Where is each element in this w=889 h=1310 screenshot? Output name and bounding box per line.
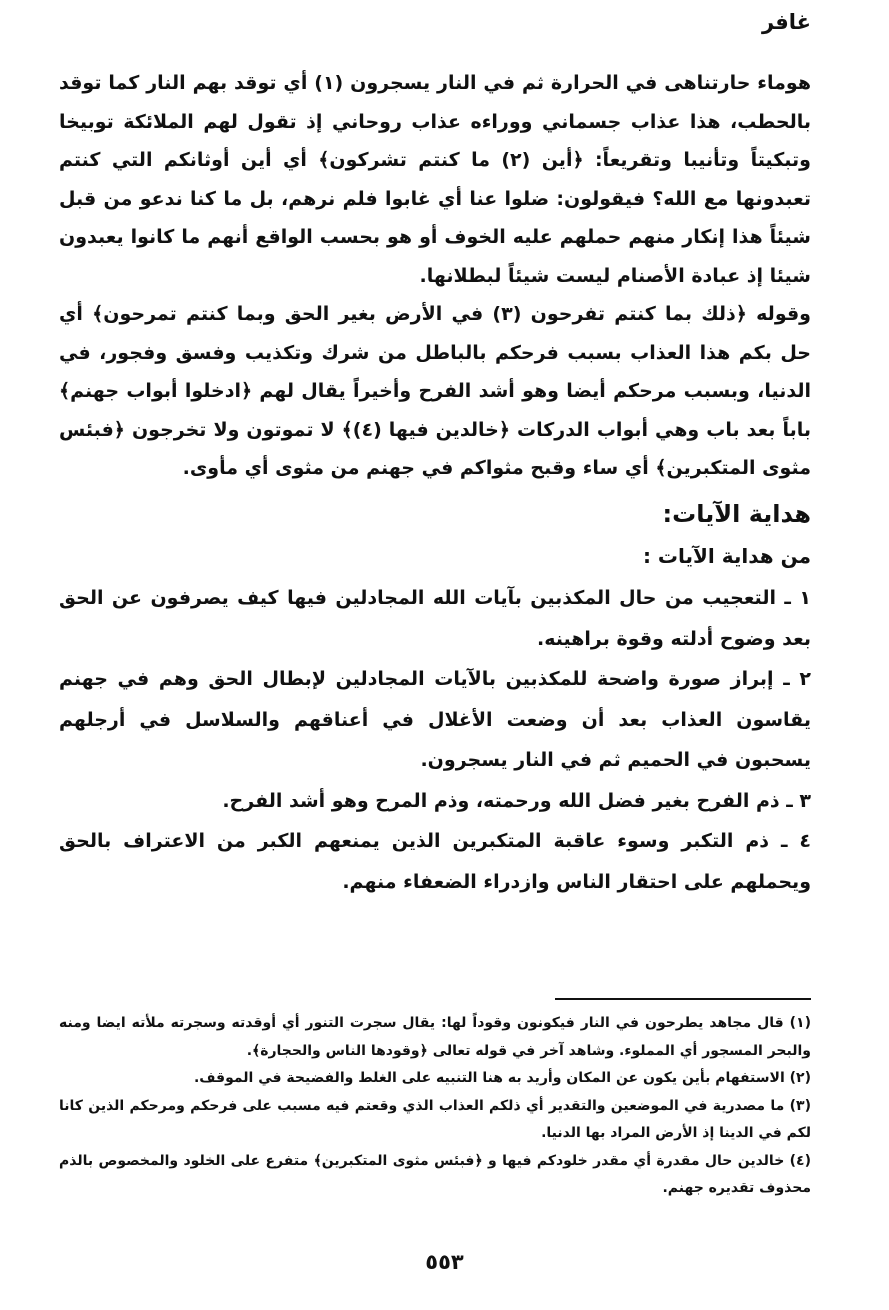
guidance-subheading: من هداية الآيات :	[642, 544, 811, 568]
commentary-text	[59, 64, 811, 488]
commentary-paragraph-1: هوماء حارتناهى في الحرارة ثم في النار يسجرون (١) أي توقد بهم النار كما توقد بالحطب، هذا عذاب جسماني ووراءه عذاب روحاني إذ تقول لهم الملائكة توبيخا وتبكيتاً وتأنيبا وتقريعاً: ﴿أين (٢) ما كنتم تشركون﴾ أي أين أوثانكم التي كنتم تعبدونها مع الله؟ فيقولون: ضلوا عنا أي غابوا فلم نرهم، بل ما كنا ندعو من قبل شيئاً هذا إنكار منهم حملهم عليه الخوف أو هو بحسب الواقع أنهم ما كانوا يعبدون شيئا إذ عبادة الأصنام ليست شيئاً لبطلانها.	[59, 72, 812, 287]
footnote-2: (٢) الاستفهام بأين يكون عن المكان وأريد به هنا التنبيه على الغلط والفضيحة في الموقف.	[193, 1070, 811, 1086]
guidance-item-1: ١ ـ التعجيب من حال المكذبين بآيات الله المجادلين فيها كيف يصرفون عن الحق بعد وضوح أدلته وقوة براهينه.	[59, 587, 811, 650]
page-number: ٥٥٣	[425, 1250, 464, 1274]
guidance-list	[59, 578, 811, 902]
guidance-heading: هداية الآيات:	[662, 500, 811, 528]
footnote-1: (١) قال مجاهد يطرحون في النار فيكونون وقوداً لها: يقال سجرت التنور أي أوقدته وسجرته ملأته ايضا ومنه والبحر المسجور أي المملوء. وشاهد آخر في قوله تعالى ﴿وقودها الناس والحجارة﴾.	[59, 1015, 811, 1059]
commentary-paragraph-2: وقوله ﴿ذلك بما كنتم تفرحون (٣) في الأرض بغير الحق وبما كنتم تمرحون﴾ أي حل بكم هذا العذاب بسبب فرحكم بالباطل من شرك وتكذيب وفسق وفجور، في الدنيا، وبسبب مرحكم أيضا وهو أشد الفرح وأخيراً يقال لهم ﴿ادخلوا أبواب جهنم﴾ باباً بعد باب وهي أبواب الدركات ﴿خالدين فيها (٤)﴾ لا تموتون ولا تخرجون ﴿فبئس مثوى المتكبرين﴾ أي ساء وقبح مثواكم في جهنم من مثوى أي مأوى.	[59, 303, 811, 479]
footnotes	[59, 1010, 811, 1203]
guidance-item-4: ٤ ـ ذم التكبر وسوء عاقبة المتكبرين الذين يمنعهم الكبر من الاعتراف بالحق ويحملهم على احتقار الناس وازدراء الضعفاء منهم.	[59, 830, 811, 893]
guidance-item-3: ٣ ـ ذم الفرح بغير فضل الله ورحمته، وذم المرح وهو أشد الفرح.	[222, 789, 811, 812]
footnote-separator	[555, 998, 811, 1000]
footnote-4: (٤) خالدين حال مقدرة أي مقدر خلودكم فيها و ﴿فبئس مثوى المتكبرين﴾ متفرع على الخلود والمخصوص بالذم محذوف تقديره جهنم.	[59, 1152, 811, 1196]
running-header: غافر	[761, 10, 811, 34]
guidance-item-2: ٢ ـ إبراز صورة واضحة للمكذبين بالآيات المجادلين لإبطال الحق وهم في جهنم يقاسون العذاب بعد أن وضعت الأغلال في أعناقهم والسلاسل في أرجلهم يسحبون في الحميم ثم في النار يسجرون.	[59, 668, 811, 771]
footnote-3: (٣) ما مصدرية في الموضعين والتقدير أي ذلكم العذاب الذي وقعتم فيه مسبب على فرحكم ومرحكم الذين كانا لكم في الدينا إذ الأرض المراد بها الدنيا.	[59, 1097, 811, 1141]
